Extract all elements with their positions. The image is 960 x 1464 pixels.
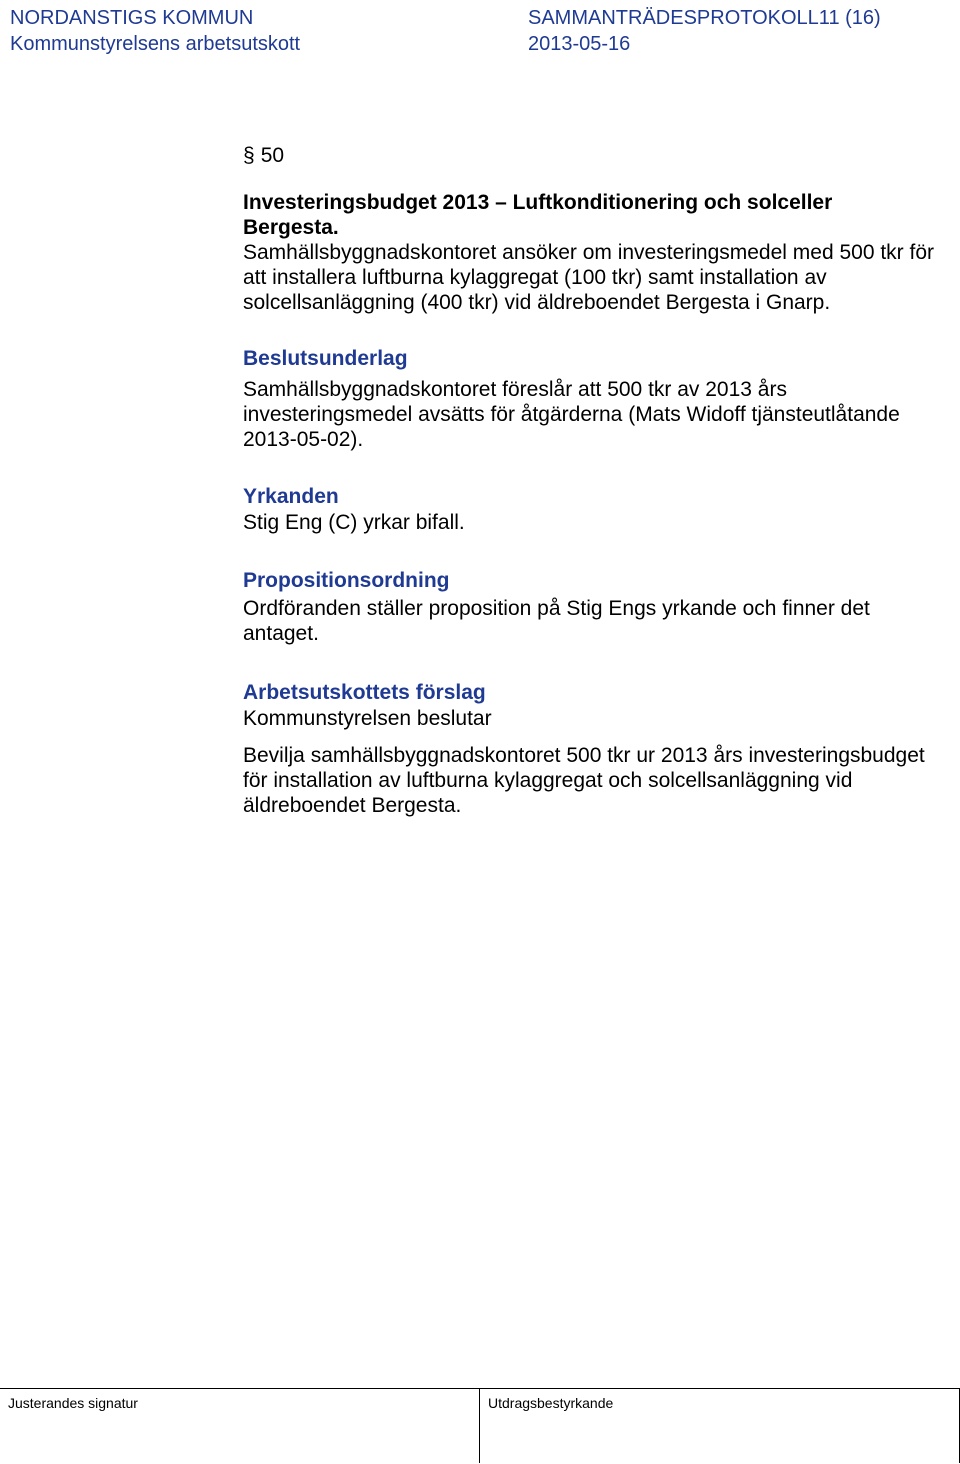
justerandes-signatur-label: Justerandes signatur: [8, 1395, 138, 1411]
header-document-title: SAMMANTRÄDESPROTOKOLL11 (16): [528, 7, 881, 29]
forslag-text: Bevilja samhällsbyggnadskontoret 500 tkr ur 2013 års investeringsbudget för installation av luftburna kylaggregat och solcellsanläggning vid äldreboendet Bergesta.: [243, 744, 925, 817]
utdragsbestyrkande-label: Utdragsbestyrkande: [488, 1395, 614, 1411]
propositionsordning-heading: Propositionsordning: [243, 569, 450, 592]
yrkanden-heading: Yrkanden: [243, 485, 339, 508]
header-organization: NORDANSTIGS KOMMUN: [10, 7, 254, 29]
yrkanden-text: Stig Eng (C) yrkar bifall.: [243, 511, 465, 534]
forslag-subheading: Kommunstyrelsen beslutar: [243, 707, 492, 730]
footer-divider: [479, 1389, 480, 1463]
signature-footer: [0, 1388, 960, 1464]
propositionsordning-text: Ordföranden ställer proposition på Stig Engs yrkande och finner det antaget.: [243, 597, 870, 645]
section-number: [243, 143, 284, 169]
section-number-value: 50: [260, 144, 285, 167]
beslutsunderlag-heading: Beslutsunderlag: [243, 347, 408, 370]
beslutsunderlag-text: Samhällsbyggnadskontoret föreslår att 500 tkr av 2013 års investeringsmedel avsätts för åtgärderna (Mats Widoff tjänsteutlåtande 2013-05-02).: [243, 378, 900, 451]
forslag-heading: Arbetsutskottets förslag: [243, 681, 486, 704]
section-title: Investeringsbudget 2013 – Luftkonditionering och solceller Bergesta.: [243, 191, 833, 239]
header-date: 2013-05-16: [528, 33, 631, 55]
header-committee: Kommunstyrelsens arbetsutskott: [10, 33, 301, 55]
section-sign: §: [243, 144, 255, 167]
section-intro: Samhällsbyggnadskontoret ansöker om investeringsmedel med 500 tkr för att installera luftburna kylaggregat (100 tkr) samt installation av solcellsanläggning (400 tkr) vid äldreboendet Bergesta i Gnarp.: [243, 241, 935, 314]
